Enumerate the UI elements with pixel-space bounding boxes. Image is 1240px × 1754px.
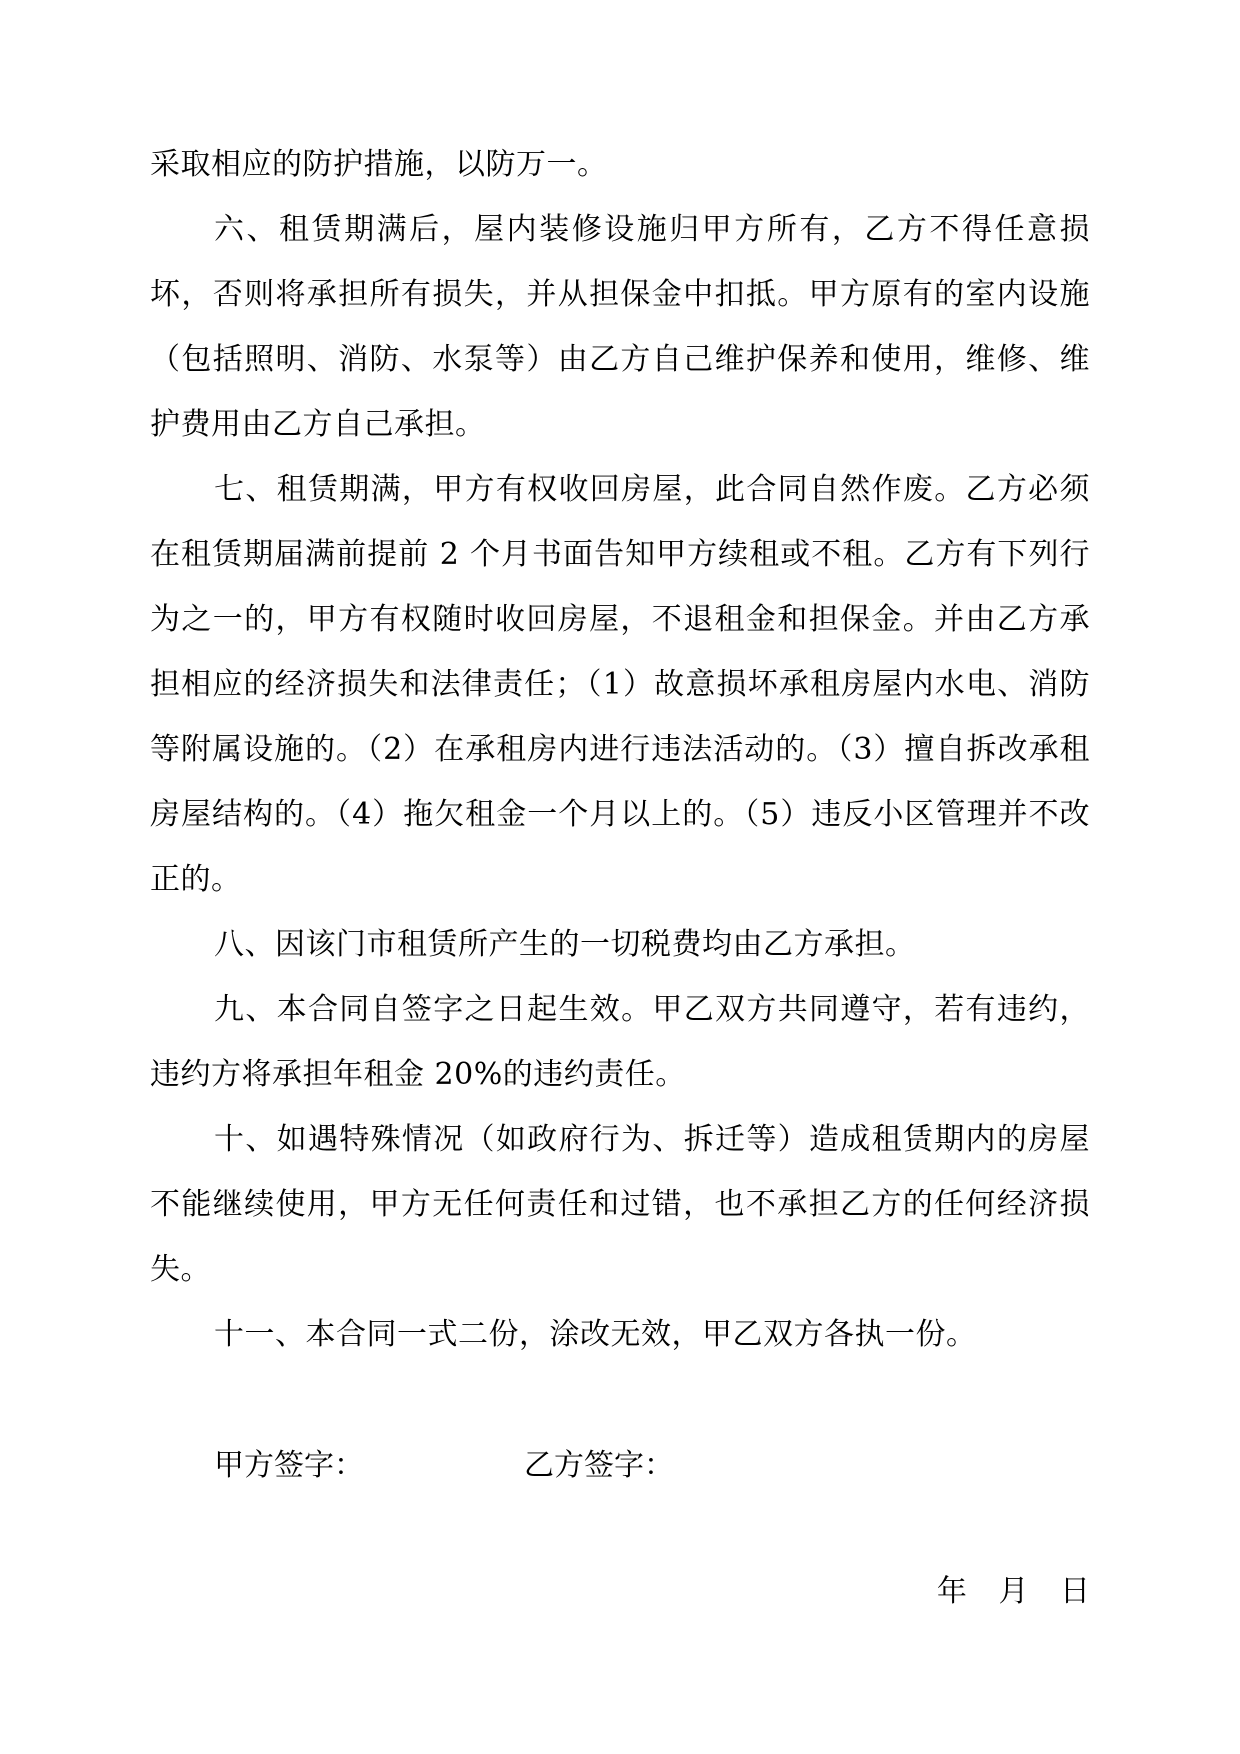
party-b-signature-label: 乙方签字： xyxy=(524,1448,674,1483)
signature-row xyxy=(214,1436,1014,1496)
clause-11: 十一、本合同一式二份，涂改无效，甲乙双方各执一份。 xyxy=(214,1317,977,1352)
clause-6: 六、租赁期满后，屋内装修设施归甲方所有，乙方不得任意损坏，否则将承担所有损失，并从担保金中扣抵。甲方原有的室内设施（包括照明、消防、水泵等）由乙方自己维护保养和使用，维修、维护费用由乙方自己承担。 xyxy=(150,212,1090,442)
clause-9: 九、本合同自签字之日起生效。甲乙双方共同遵守，若有违约，违约方将承担年租金 20%的违约责任。 xyxy=(150,992,1090,1092)
paragraph-continuation: 采取相应的防护措施，以防万一。 xyxy=(150,147,608,182)
contract-body xyxy=(150,132,1090,1367)
party-a-signature-label: 甲方签字： xyxy=(214,1448,364,1483)
clause-10: 十、如遇特殊情况（如政府行为、拆迁等）造成租赁期内的房屋不能继续使用，甲方无任何责任和过错，也不承担乙方的任何经济损失。 xyxy=(150,1122,1090,1287)
date-line: 年 月 日 xyxy=(936,1574,1090,1609)
clause-8: 八、因该门市租赁所产生的一切税费均由乙方承担。 xyxy=(214,927,916,962)
clause-7: 七、租赁期满，甲方有权收回房屋，此合同自然作废。乙方必须在租赁期届满前提前 2 个月书面告知甲方续租或不租。乙方有下列行为之一的，甲方有权随时收回房屋，不退租金和担保金。并由乙方承担相应的经济损失和法律责任；（1）故意损坏承租房屋内水电、消防等附属设施的。（2）在承租房内进行违法活动的。（3）擅自拆改承租房屋结构的。（4）拖欠租金一个月以上的。（5）违反小区管理并不改正的。 xyxy=(150,472,1090,897)
